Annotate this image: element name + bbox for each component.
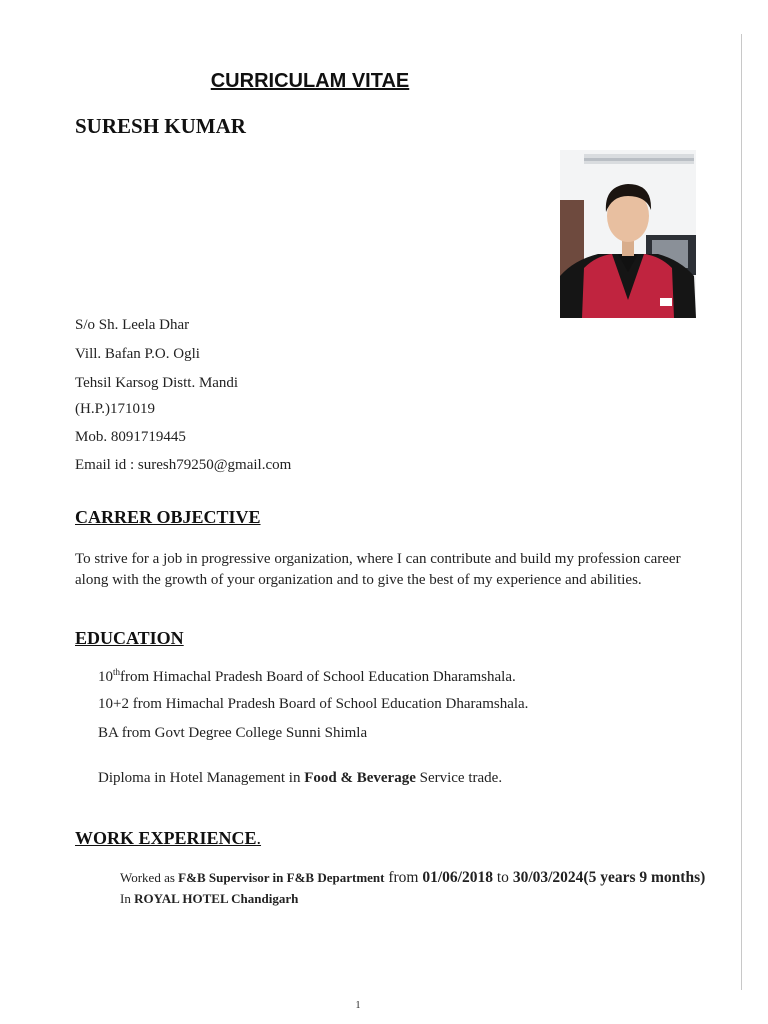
address-line: (H.P.)171019	[75, 401, 156, 417]
portrait-illustration	[560, 150, 696, 318]
email-address: Email id : suresh79250@gmail.com	[75, 457, 292, 473]
work-hotel: ROYAL HOTEL Chandigarh	[134, 891, 299, 906]
work-text: to	[493, 869, 513, 886]
education-item	[98, 667, 516, 686]
candidate-name: SURESH KUMAR	[75, 114, 246, 138]
work-from-date: 01/06/2018	[422, 869, 493, 886]
diploma-text: Service trade.	[415, 770, 503, 786]
education-item: BA from Govt Degree College Sunni Shimla	[98, 725, 368, 741]
diploma-trade: Food & Beverage	[304, 770, 416, 786]
work-experience-heading-row	[75, 828, 261, 849]
address-line: Vill. Bafan P.O. Ogli	[75, 346, 200, 362]
objective-text: To strive for a job in progressive organization, where I can contribute and build my profession career along with the growth of your organization and to give the best of my experience and abilities.	[75, 551, 681, 588]
address-line: S/o Sh. Leela Dhar	[75, 317, 190, 333]
education-item: 10+2 from Himachal Pradesh Board of School Education Dharamshala.	[98, 696, 529, 712]
work-heading-suffix: .	[256, 828, 262, 848]
profile-photo	[560, 150, 696, 318]
page-number: 1	[355, 1000, 361, 1011]
work-to-date: 30/03/2024(5 years 9 months)	[512, 869, 706, 886]
mobile-number: Mob. 8091719445	[75, 429, 186, 445]
education-item-sup: th	[113, 667, 121, 677]
work-experience-heading: WORK EXPERIENCE	[75, 828, 257, 848]
work-text: In	[120, 891, 135, 906]
education-item-text: from Himachal Pradesh Board of School Education Dharamshala.	[120, 669, 516, 685]
education-heading: EDUCATION	[75, 628, 184, 648]
work-text: Worked as	[120, 870, 179, 885]
work-experience-entry	[120, 867, 710, 909]
cv-title: CURRICULAM VITAE	[210, 70, 410, 92]
objective-heading: CARRER OBJECTIVE	[75, 507, 261, 527]
work-role: F&B Supervisor in F&B Department	[178, 870, 385, 885]
education-item-prefix: 10	[98, 669, 113, 685]
work-text: from	[384, 869, 423, 886]
diploma-item	[98, 770, 502, 787]
diploma-text: Diploma in Hotel Management in	[98, 770, 305, 786]
page-edge-rule	[741, 34, 742, 990]
address-line: Tehsil Karsog Distt. Mandi	[75, 375, 239, 391]
